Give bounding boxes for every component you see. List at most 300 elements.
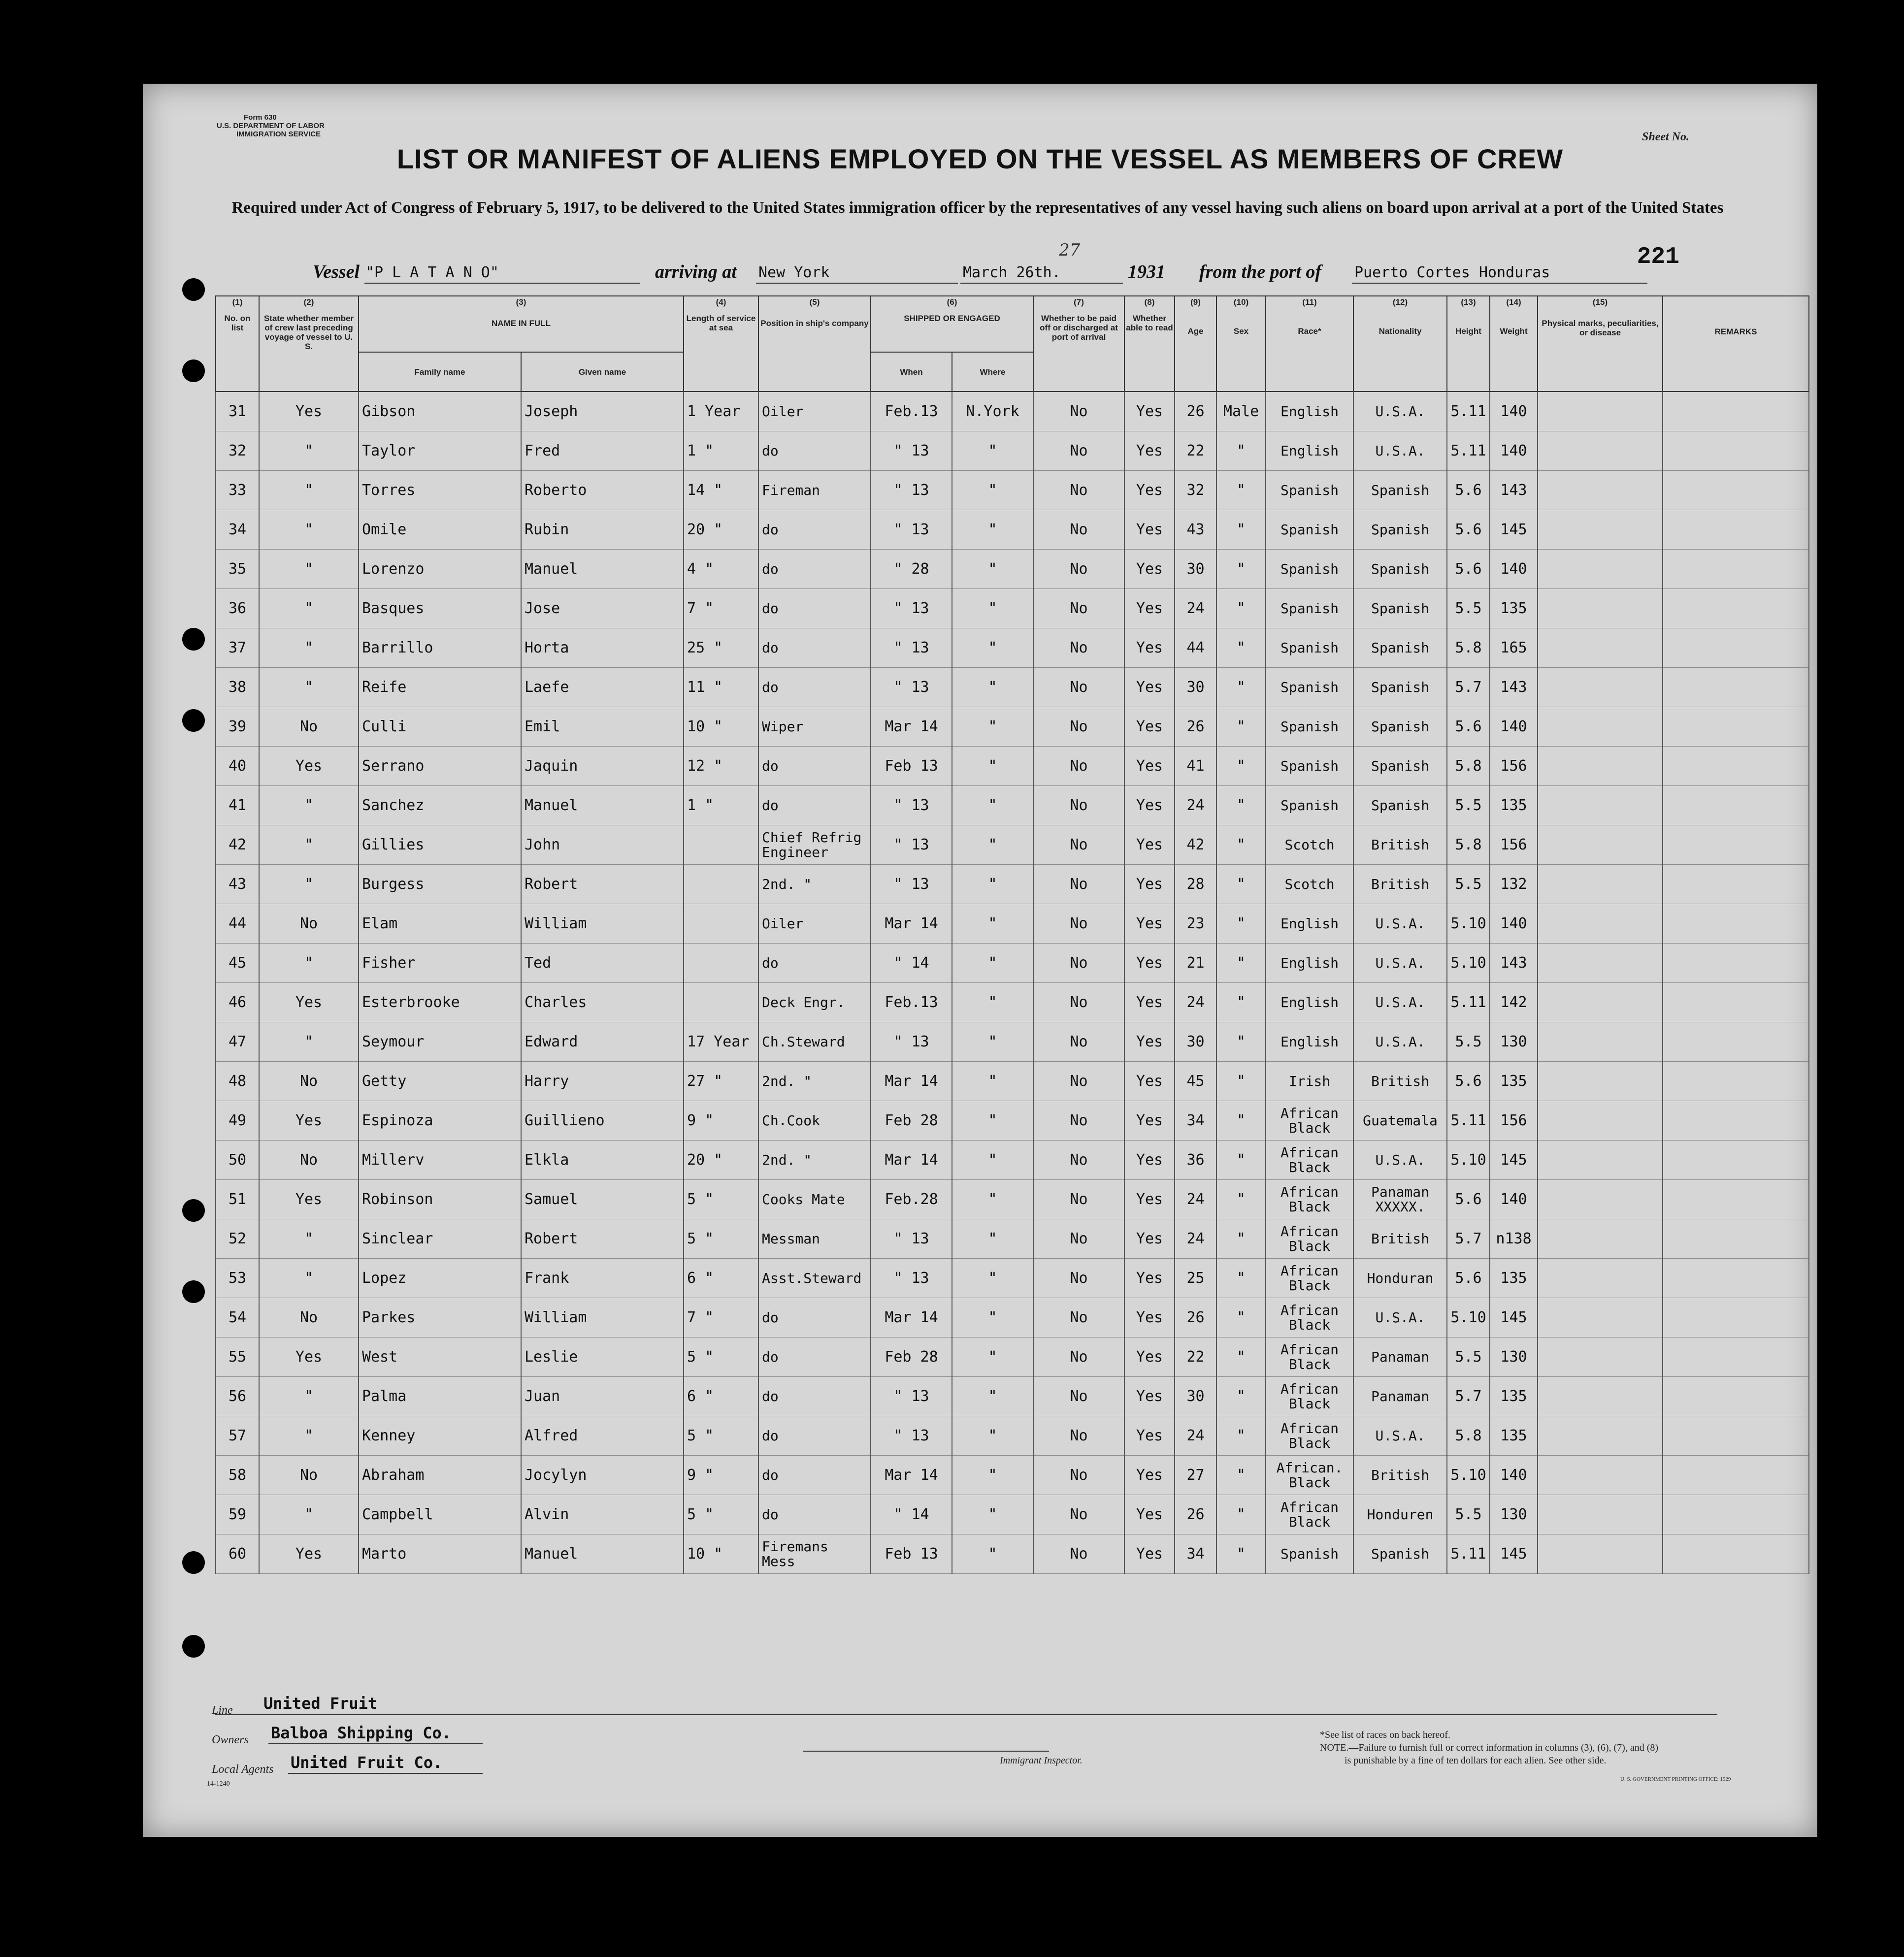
row-where: " <box>952 1456 1033 1495</box>
row-paid-off: No <box>1033 668 1124 707</box>
table-row <box>216 865 1809 904</box>
row-family-name: Omile <box>359 510 521 550</box>
row-race: Spanish <box>1266 1534 1353 1574</box>
row-sex: " <box>1216 1298 1266 1337</box>
row-when: " 13 <box>871 1377 952 1416</box>
row-remarks <box>1663 1298 1809 1337</box>
row-weight: 140 <box>1490 707 1538 747</box>
page-number: 221 <box>1637 244 1679 270</box>
row-sex: " <box>1216 747 1266 786</box>
row-remarks <box>1663 983 1809 1022</box>
row-nationality: Spanish <box>1353 628 1447 668</box>
row-no: 54 <box>216 1298 259 1337</box>
row-prev-voyage: " <box>259 1416 359 1456</box>
col-header-remarks: REMARKS <box>1663 296 1809 352</box>
row-remarks <box>1663 1534 1809 1574</box>
table-row <box>216 786 1809 825</box>
row-when: Feb 28 <box>871 1337 952 1377</box>
row-nationality: U.S.A. <box>1353 1141 1447 1180</box>
row-able-read: Yes <box>1124 1495 1175 1534</box>
row-race: African Black <box>1266 1180 1353 1219</box>
row-prev-voyage: Yes <box>259 983 359 1022</box>
row-weight: 145 <box>1490 1534 1538 1574</box>
row-height: 5.7 <box>1447 1219 1490 1259</box>
col-header-15: (15) Physical marks, peculiarities, or disease <box>1538 296 1663 352</box>
row-nationality: Spanish <box>1353 589 1447 628</box>
row-physical-marks <box>1538 1219 1663 1259</box>
row-remarks <box>1663 1416 1809 1456</box>
row-where: " <box>952 707 1033 747</box>
row-paid-off: No <box>1033 944 1124 983</box>
table-row <box>216 904 1809 944</box>
row-paid-off: No <box>1033 904 1124 944</box>
row-no: 53 <box>216 1259 259 1298</box>
row-given-name: Edward <box>521 1022 684 1062</box>
row-position: 2nd. " <box>758 1141 871 1180</box>
row-race: English <box>1266 431 1353 471</box>
row-where: " <box>952 1298 1033 1337</box>
row-remarks <box>1663 944 1809 983</box>
row-sex: " <box>1216 1456 1266 1495</box>
row-race: Irish <box>1266 1062 1353 1101</box>
row-nationality: Spanish <box>1353 510 1447 550</box>
from-port-underline <box>1352 283 1647 284</box>
row-paid-off: No <box>1033 1337 1124 1377</box>
table-row <box>216 1022 1809 1062</box>
row-no: 43 <box>216 865 259 904</box>
row-sex: " <box>1216 1180 1266 1219</box>
row-given-name: Laefe <box>521 668 684 707</box>
col-header-10: (10) Sex <box>1216 296 1266 352</box>
row-given-name: Leslie <box>521 1337 684 1377</box>
row-no: 39 <box>216 707 259 747</box>
owners-underline <box>268 1743 483 1744</box>
row-height: 5.6 <box>1447 707 1490 747</box>
row-position: Deck Engr. <box>758 983 871 1022</box>
row-physical-marks <box>1538 1141 1663 1180</box>
row-nationality: Honduran <box>1353 1259 1447 1298</box>
row-no: 55 <box>216 1337 259 1377</box>
row-weight: 130 <box>1490 1337 1538 1377</box>
row-weight: 140 <box>1490 391 1538 431</box>
row-age: 34 <box>1175 1101 1216 1141</box>
row-when: " 13 <box>871 865 952 904</box>
table-row <box>216 589 1809 628</box>
row-race: English <box>1266 391 1353 431</box>
row-nationality: U.S.A. <box>1353 983 1447 1022</box>
table-row <box>216 1416 1809 1456</box>
line-underline <box>261 1714 483 1715</box>
row-length-service: 25 " <box>684 628 758 668</box>
table-row <box>216 1534 1809 1574</box>
row-family-name: Getty <box>359 1062 521 1101</box>
row-sex: " <box>1216 786 1266 825</box>
row-no: 49 <box>216 1101 259 1141</box>
row-no: 50 <box>216 1141 259 1180</box>
table-row <box>216 550 1809 589</box>
row-where: " <box>952 471 1033 510</box>
row-able-read: Yes <box>1124 825 1175 865</box>
row-when: Feb.13 <box>871 983 952 1022</box>
row-age: 26 <box>1175 1298 1216 1337</box>
row-when: " 13 <box>871 471 952 510</box>
row-family-name: Palma <box>359 1377 521 1416</box>
row-length-service: 1 " <box>684 431 758 471</box>
row-paid-off: No <box>1033 431 1124 471</box>
table-row <box>216 668 1809 707</box>
row-position: do <box>758 1456 871 1495</box>
row-position: Chief Refrig Engineer <box>758 825 871 865</box>
row-weight: 143 <box>1490 471 1538 510</box>
row-nationality: Guatemala <box>1353 1101 1447 1141</box>
row-prev-voyage: " <box>259 550 359 589</box>
row-remarks <box>1663 707 1809 747</box>
row-prev-voyage: No <box>259 1141 359 1180</box>
row-prev-voyage: " <box>259 510 359 550</box>
row-physical-marks <box>1538 786 1663 825</box>
row-no: 58 <box>216 1456 259 1495</box>
row-race: Spanish <box>1266 550 1353 589</box>
row-height: 5.6 <box>1447 1062 1490 1101</box>
row-position: Messman <box>758 1219 871 1259</box>
row-age: 36 <box>1175 1141 1216 1180</box>
row-position: do <box>758 1298 871 1337</box>
col-header-4: (4) Length of service at sea <box>684 296 758 352</box>
row-weight: n138 <box>1490 1219 1538 1259</box>
row-sex: " <box>1216 471 1266 510</box>
row-where: " <box>952 589 1033 628</box>
row-weight: 143 <box>1490 944 1538 983</box>
col-header-7: (7) Whether to be paid off or discharged at port of arrival <box>1033 296 1124 352</box>
row-race: African Black <box>1266 1101 1353 1141</box>
row-able-read: Yes <box>1124 1377 1175 1416</box>
row-race: Spanish <box>1266 747 1353 786</box>
row-nationality: Honduren <box>1353 1495 1447 1534</box>
row-age: 30 <box>1175 550 1216 589</box>
row-given-name: Horta <box>521 628 684 668</box>
row-race: Spanish <box>1266 589 1353 628</box>
row-age: 30 <box>1175 1022 1216 1062</box>
row-able-read: Yes <box>1124 1180 1175 1219</box>
row-age: 32 <box>1175 471 1216 510</box>
row-prev-voyage: Yes <box>259 391 359 431</box>
row-race: African Black <box>1266 1495 1353 1534</box>
row-family-name: Marto <box>359 1534 521 1574</box>
row-where: " <box>952 1219 1033 1259</box>
footnote-penalty-2: is punishable by a fine of ten dollars for each alien. See other side. <box>1345 1755 1607 1766</box>
row-prev-voyage: " <box>259 786 359 825</box>
row-given-name: Ted <box>521 944 684 983</box>
col-header-given-name: Given name <box>521 352 684 391</box>
row-when: Mar 14 <box>871 1141 952 1180</box>
row-age: 24 <box>1175 1416 1216 1456</box>
row-nationality: Spanish <box>1353 1534 1447 1574</box>
row-family-name: Barrillo <box>359 628 521 668</box>
vessel-value: "P L A T A N O" <box>365 264 499 281</box>
row-paid-off: No <box>1033 1298 1124 1337</box>
row-length-service: 7 " <box>684 1298 758 1337</box>
row-given-name: Manuel <box>521 786 684 825</box>
row-able-read: Yes <box>1124 904 1175 944</box>
row-age: 43 <box>1175 510 1216 550</box>
form-number: Form 630 U.S. DEPARTMENT OF LABOR IMMIGRATION SERVICE <box>217 113 325 138</box>
row-length-service: 14 " <box>684 471 758 510</box>
row-able-read: Yes <box>1124 747 1175 786</box>
row-remarks <box>1663 431 1809 471</box>
binder-hole <box>182 709 205 732</box>
row-race: Spanish <box>1266 786 1353 825</box>
row-remarks <box>1663 1456 1809 1495</box>
row-able-read: Yes <box>1124 1259 1175 1298</box>
row-when: " 13 <box>871 628 952 668</box>
line-label: Line <box>212 1704 233 1717</box>
row-position: do <box>758 510 871 550</box>
row-family-name: Robinson <box>359 1180 521 1219</box>
row-nationality: Panaman <box>1353 1337 1447 1377</box>
row-weight: 165 <box>1490 628 1538 668</box>
row-nationality: U.S.A. <box>1353 904 1447 944</box>
row-sex: " <box>1216 668 1266 707</box>
row-no: 38 <box>216 668 259 707</box>
row-where: " <box>952 944 1033 983</box>
row-when: Feb 13 <box>871 747 952 786</box>
row-paid-off: No <box>1033 1141 1124 1180</box>
row-age: 30 <box>1175 1377 1216 1416</box>
row-remarks <box>1663 589 1809 628</box>
row-physical-marks <box>1538 1022 1663 1062</box>
row-family-name: Lorenzo <box>359 550 521 589</box>
row-paid-off: No <box>1033 747 1124 786</box>
row-where: " <box>952 510 1033 550</box>
table-row <box>216 1495 1809 1534</box>
row-physical-marks <box>1538 471 1663 510</box>
row-sex: " <box>1216 1219 1266 1259</box>
row-paid-off: No <box>1033 865 1124 904</box>
crew-rows <box>216 391 1809 1574</box>
row-sex: " <box>1216 1495 1266 1534</box>
row-sex: " <box>1216 1141 1266 1180</box>
form-code: 14-1240 <box>207 1780 230 1788</box>
row-sex: " <box>1216 431 1266 471</box>
row-paid-off: No <box>1033 1495 1124 1534</box>
row-sex: " <box>1216 1377 1266 1416</box>
arriving-underline <box>756 283 958 284</box>
binder-hole <box>182 278 205 301</box>
row-paid-off: No <box>1033 589 1124 628</box>
row-length-service: 27 " <box>684 1062 758 1101</box>
row-remarks <box>1663 391 1809 431</box>
row-length-service: 9 " <box>684 1101 758 1141</box>
row-physical-marks <box>1538 1259 1663 1298</box>
row-sex: " <box>1216 707 1266 747</box>
row-age: 24 <box>1175 786 1216 825</box>
row-prev-voyage: " <box>259 1022 359 1062</box>
row-where: " <box>952 1022 1033 1062</box>
table-row <box>216 1337 1809 1377</box>
row-paid-off: No <box>1033 1180 1124 1219</box>
row-length-service: 1 Year <box>684 391 758 431</box>
row-able-read: Yes <box>1124 1219 1175 1259</box>
row-no: 47 <box>216 1022 259 1062</box>
row-physical-marks <box>1538 431 1663 471</box>
row-race: African Black <box>1266 1416 1353 1456</box>
row-when: Feb 13 <box>871 1534 952 1574</box>
row-race: Scotch <box>1266 865 1353 904</box>
footnote-races: *See list of races on back hereof. <box>1320 1729 1450 1740</box>
row-paid-off: No <box>1033 1416 1124 1456</box>
row-when: " 14 <box>871 944 952 983</box>
row-prev-voyage: " <box>259 1377 359 1416</box>
row-physical-marks <box>1538 825 1663 865</box>
table-row <box>216 628 1809 668</box>
row-remarks <box>1663 1337 1809 1377</box>
row-able-read: Yes <box>1124 510 1175 550</box>
row-where: " <box>952 628 1033 668</box>
row-given-name: Joseph <box>521 391 684 431</box>
row-position: do <box>758 668 871 707</box>
row-remarks <box>1663 825 1809 865</box>
table-row <box>216 1141 1809 1180</box>
row-when: " 14 <box>871 1495 952 1534</box>
row-family-name: Kenney <box>359 1416 521 1456</box>
row-race: African Black <box>1266 1337 1353 1377</box>
row-nationality: British <box>1353 1062 1447 1101</box>
row-position: do <box>758 1337 871 1377</box>
row-physical-marks <box>1538 628 1663 668</box>
row-height: 5.8 <box>1447 825 1490 865</box>
col-header-family-name: Family name <box>359 352 521 391</box>
row-sex: " <box>1216 904 1266 944</box>
row-prev-voyage: No <box>259 904 359 944</box>
row-race: English <box>1266 983 1353 1022</box>
row-family-name: Esterbrooke <box>359 983 521 1022</box>
row-when: " 13 <box>871 825 952 865</box>
row-given-name: Robert <box>521 865 684 904</box>
row-age: 24 <box>1175 1180 1216 1219</box>
inspector-label: Immigrant Inspector. <box>1000 1755 1083 1766</box>
row-when: " 13 <box>871 786 952 825</box>
row-family-name: Sanchez <box>359 786 521 825</box>
row-when: " 13 <box>871 1259 952 1298</box>
row-age: 27 <box>1175 1456 1216 1495</box>
row-weight: 132 <box>1490 865 1538 904</box>
row-length-service: 5 " <box>684 1180 758 1219</box>
row-nationality: Panaman XXXXX. <box>1353 1180 1447 1219</box>
row-nationality: U.S.A. <box>1353 1416 1447 1456</box>
binder-hole <box>182 359 205 382</box>
row-paid-off: No <box>1033 786 1124 825</box>
col-header-14: (14) Weight <box>1490 296 1538 352</box>
row-position: do <box>758 589 871 628</box>
row-no: 46 <box>216 983 259 1022</box>
row-able-read: Yes <box>1124 471 1175 510</box>
row-when: " 13 <box>871 510 952 550</box>
row-sex: Male <box>1216 391 1266 431</box>
row-age: 30 <box>1175 668 1216 707</box>
row-where: " <box>952 865 1033 904</box>
row-able-read: Yes <box>1124 1141 1175 1180</box>
row-given-name: Jose <box>521 589 684 628</box>
row-length-service <box>684 825 758 865</box>
row-able-read: Yes <box>1124 589 1175 628</box>
row-remarks <box>1663 510 1809 550</box>
row-position: Ch.Cook <box>758 1101 871 1141</box>
row-prev-voyage: " <box>259 865 359 904</box>
inspector-line <box>803 1751 1049 1752</box>
col-header-where: Where <box>952 352 1033 391</box>
row-paid-off: No <box>1033 1022 1124 1062</box>
col-header-13: (13) Height <box>1447 296 1490 352</box>
page-title: LIST OR MANIFEST OF ALIENS EMPLOYED ON THE VESSEL AS MEMBERS OF CREW <box>396 143 1564 174</box>
row-physical-marks <box>1538 747 1663 786</box>
row-paid-off: No <box>1033 628 1124 668</box>
row-length-service: 11 " <box>684 668 758 707</box>
row-physical-marks <box>1538 550 1663 589</box>
row-family-name: Torres <box>359 471 521 510</box>
col-header-1: (1) No. on list <box>216 296 259 352</box>
row-family-name: Taylor <box>359 431 521 471</box>
row-weight: 140 <box>1490 904 1538 944</box>
row-given-name: John <box>521 825 684 865</box>
col-header-11: (11) Race* <box>1266 296 1353 352</box>
row-sex: " <box>1216 628 1266 668</box>
row-length-service: 12 " <box>684 747 758 786</box>
row-remarks <box>1663 1101 1809 1141</box>
row-nationality: British <box>1353 825 1447 865</box>
row-when: Feb.28 <box>871 1180 952 1219</box>
row-race: African. Black <box>1266 1456 1353 1495</box>
row-given-name: Jocylyn <box>521 1456 684 1495</box>
row-remarks <box>1663 628 1809 668</box>
row-sex: " <box>1216 1534 1266 1574</box>
table-row <box>216 471 1809 510</box>
row-weight: 130 <box>1490 1495 1538 1534</box>
date-correction: 27 <box>1059 240 1081 260</box>
row-family-name: Reife <box>359 668 521 707</box>
row-family-name: Basques <box>359 589 521 628</box>
row-age: 24 <box>1175 1219 1216 1259</box>
row-able-read: Yes <box>1124 1456 1175 1495</box>
row-height: 5.11 <box>1447 431 1490 471</box>
row-weight: 145 <box>1490 510 1538 550</box>
manifest-sheet <box>143 84 1817 1837</box>
row-when: " 13 <box>871 1416 952 1456</box>
row-position: Oiler <box>758 904 871 944</box>
row-able-read: Yes <box>1124 1534 1175 1574</box>
row-no: 31 <box>216 391 259 431</box>
row-age: 24 <box>1175 983 1216 1022</box>
row-position: do <box>758 628 871 668</box>
row-physical-marks <box>1538 1377 1663 1416</box>
row-no: 37 <box>216 628 259 668</box>
row-height: 5.5 <box>1447 865 1490 904</box>
table-row <box>216 1219 1809 1259</box>
row-physical-marks <box>1538 391 1663 431</box>
table-row <box>216 1180 1809 1219</box>
agents-underline <box>288 1773 483 1774</box>
table-row <box>216 944 1809 983</box>
row-given-name: Guillieno <box>521 1101 684 1141</box>
date-underline <box>960 283 1123 284</box>
row-height: 5.8 <box>1447 628 1490 668</box>
row-sex: " <box>1216 1062 1266 1101</box>
row-when: " 13 <box>871 589 952 628</box>
row-prev-voyage: " <box>259 668 359 707</box>
row-age: 23 <box>1175 904 1216 944</box>
row-weight: 145 <box>1490 1298 1538 1337</box>
row-when: Mar 14 <box>871 1062 952 1101</box>
row-given-name: Charles <box>521 983 684 1022</box>
